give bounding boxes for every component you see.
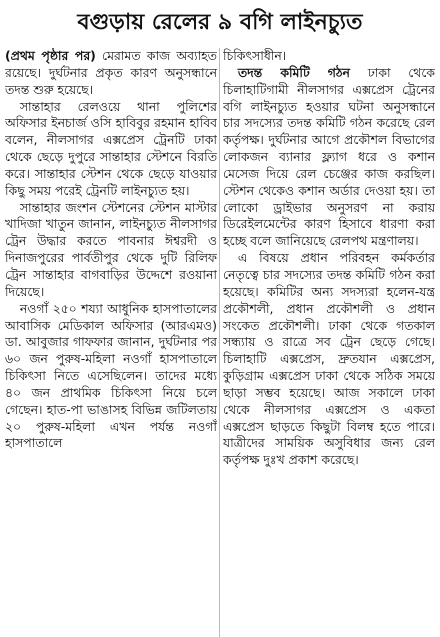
- left-para-1-text: মেরামত কাজ অব্যাহত রয়েছে। দুর্ঘটনার প্রকৃত কারণ অনুসন্ধানে তদন্ত শুরু হয়েছে।: [5, 48, 217, 97]
- left-para-4: নওগাঁ ২৫০ শয্যা আধুনিক হাসপাতালের আবাসিক মেডিকাল অফিসার (আরএমও) ডা. আবুজার গাফফার জানান, দুর্ঘটনার পর ৬০ জন পুরুষ-মহিলা নওগাঁ হাসপাতালে চিকিৎসা নিতে এসেছিলেন। তাদের মধ্যে ৪০ জন প্রাথমিক চিকিৎসা নিয়ে চলে গেছেন। হাত-পা ভাঙাসহ বিভিন্ন জটিলতায় ২০ পুরুষ-মহিলা এখন পর্যন্ত নওগাঁ হাসপাতালে: [5, 300, 217, 451]
- continued-kicker: (প্রথম পৃষ্ঠার পর): [5, 48, 96, 63]
- right-para-3: এ বিষয়ে প্রধান পরিবহন কর্মকর্তার নেতৃত্বে চার সদস্যের তদন্ত কমিটি গঠন করা হয়েছে। কমিটির অন্য সদস্যরা হলেন-যন্ত্র প্রকৌশলী, প্রধান প্রকৌশলী ও প্রধান সংকেত প্রকৌশলী। ঢাকা থেকে গতকাল সন্ধ্যায় ও রাত্রে সব ট্রেন ছেড়ে গেছে। চিলাহাটি এক্সপ্রেস, দ্রুতযান এক্সপ্রেস, কুড়িগ্রাম এক্সপ্রেস ঢাকা থেকে সঠিক সময়ে ছাড়া সম্ভব হয়েছে। আজ সকালে ঢাকা থেকে নীলসাগর এক্সপ্রেস ও একতা এক্সপ্রেস ছাড়তে কিছুটা বিলম্ব হতে পারে। যাত্রীদের সাময়িক অসুবিধার জন্য রেল কর্তৃপক্ষ দুঃখ প্রকাশ করেছে।: [223, 250, 435, 468]
- left-para-3: সান্তাহার জংশন স্টেশনের স্টেশন মাস্টার খাদিজা খাতুন জানান, লাইনচ্যুত নীলসাগর ট্রেন উদ্ধার করতে পাবনার ঈশ্বরদী ও দিনাজপুরের পার্বতীপুর থেকে দুটি রিলিফ ট্রেন সান্তাহার বাগবাড়ির উদ্দেশে রওয়ানা দিয়েছে।: [5, 199, 217, 299]
- column-divider: [219, 48, 220, 637]
- subhead-investigation: তদন্ত কমিটি গঠন: [237, 64, 350, 80]
- article-left-column: [5, 48, 217, 637]
- left-para-2: সান্তাহার রেলওয়ে থানা পুলিশের অফিসার ইনচার্জ ওসি হাবিবুর রহমান হাবিব বলেন, নীলসাগর এক্সপ্রেস ট্রেনটি ঢাকা থেকে ছেড়ে দুপুরে সান্তাহার স্টেশনে বিরতি করে। সান্তাহার স্টেশন থেকে ছেড়ে যাওয়ার কিছু সময় পরেই ট্রেনটি লাইনচ্যুত হয়।: [5, 98, 217, 198]
- article-right-column: [223, 48, 435, 637]
- headline: বগুড়ায় রেলের ৯ বগি লাইনচ্যুত: [77, 10, 363, 35]
- left-para-1: [5, 48, 217, 99]
- right-para-2: [223, 65, 435, 250]
- right-para-1: চিকিৎসাধীন।: [223, 48, 287, 63]
- right-para-2-text: ঢাকা থেকে চিলাহাটিগামী নীলসাগর এক্সপ্রেস ট্রেনের বগি লাইনচ্যুত হওয়ার ঘটনা অনুসন্ধানে চার সদস্যের তদন্ত কমিটি গঠন করেছে রেল কর্তৃপক্ষ। দুর্ঘটনার আগে প্রকৌশল বিভাগের লোকজন ব্যানার ফ্ল্যাগ ধরে ও কশান মেসেজ দিয়ে রেল চেঞ্জের কাজ করছিল। স্টেশন থেকেও কশান অর্ডার দেওয়া হয়। তা লোকো ড্রাইভার অনুসরণ না করায় ডিরেইলমেন্টের কারণ হিসাবে ধারণা করা হচ্ছে বলে জানিয়েছে রেলপথ মন্ত্রণালয়।: [223, 64, 435, 249]
